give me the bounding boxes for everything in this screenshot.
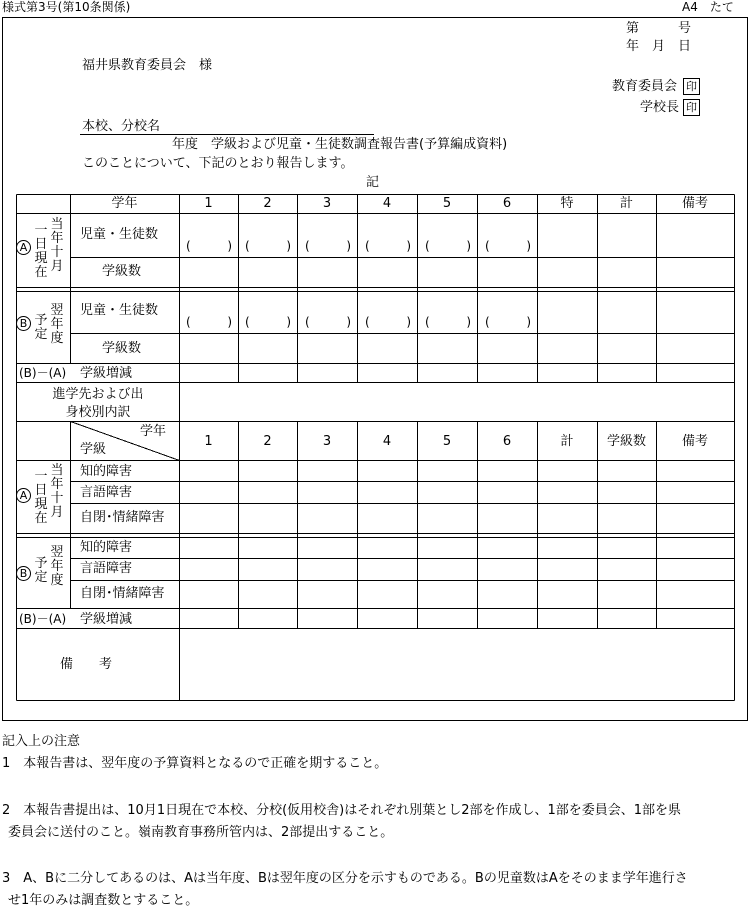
t1-a-paren-2: ( ) <box>245 239 291 253</box>
t2-diff-row-label: 学級増減 <box>80 612 133 627</box>
t2-section-b-label-2: 翌年度 <box>50 545 64 588</box>
report-title: 年度 学級および児童・生徒数調査報告書(予算編成資料) <box>172 137 508 152</box>
t1-section-a-label-1: 一日現在 <box>34 223 48 280</box>
paper-size: A4 たて <box>682 0 734 14</box>
board-label: 教育委員会 <box>612 79 678 94</box>
t1-a-paren-5: ( ) <box>425 239 471 253</box>
t1-header-3: 3 <box>322 196 332 211</box>
t1-section-b-label-1: 予定 <box>34 313 48 342</box>
principal-label: 学校長 <box>640 100 680 115</box>
t2-section-a-label-2: 当年十月 <box>50 463 64 520</box>
note-3-line-2: せ1年のみは調査数とすること。 <box>8 893 199 908</box>
t1-header-remarks: 備考 <box>681 196 708 211</box>
t1-a-paren-1: ( ) <box>186 239 232 253</box>
t2-corner-class: 学級 <box>80 442 107 457</box>
t2-section-a-mark: A <box>16 488 31 503</box>
t1-header-4: 4 <box>382 196 392 211</box>
date-label: 年 月 日 <box>626 39 692 54</box>
t1-a-classes-label: 学級数 <box>102 264 142 279</box>
board-seal-box: 印 <box>683 78 700 95</box>
t1-a-paren-3: ( ) <box>305 239 351 253</box>
t2-header-4: 4 <box>382 434 392 449</box>
t1-b-paren-6: ( ) <box>485 315 531 329</box>
t1-b-students-label: 児童・生徒数 <box>80 303 159 318</box>
t2-header-3: 3 <box>322 434 332 449</box>
note-3-line-1: 3 A、Bに二分してあるのは、Aは当年度、Bは翌年度の区分を示すものである。Bの児童数はAをそのまま学年進行さ <box>2 871 688 886</box>
t2-a-speech-label: 言語障害 <box>80 485 133 500</box>
t1-header-2: 2 <box>263 196 272 211</box>
ki-label: 記 <box>366 175 380 190</box>
t1-header-1: 1 <box>204 196 213 211</box>
notes-heading: 記入上の注意 <box>2 734 81 749</box>
t1-section-a-label-2: 当年十月 <box>50 217 64 274</box>
note-1: 1 本報告書は、翌年度の予算資料となるので正確を期すること。 <box>2 756 388 771</box>
t2-header-1: 1 <box>204 434 213 449</box>
t1-section-b-mark: B <box>16 316 31 331</box>
document-number-label: 第 号 <box>626 21 692 36</box>
t1-b-paren-4: ( ) <box>365 315 411 329</box>
t2-header-6: 6 <box>502 434 512 449</box>
t2-header-5: 5 <box>442 434 452 449</box>
t1-section-a-mark: A <box>16 240 31 255</box>
t1-b-paren-1: ( ) <box>186 315 232 329</box>
t1-header-6: 6 <box>502 196 512 211</box>
t1-a-paren-6: ( ) <box>485 239 531 253</box>
t1-header-total: 計 <box>619 196 633 211</box>
t2-remarks-label: 備 考 <box>60 657 113 672</box>
t1-b-paren-2: ( ) <box>245 315 291 329</box>
t1-diff-row-label: 学級増減 <box>80 366 133 381</box>
school-name-label: 本校、分校名 <box>82 119 161 134</box>
intro-text: このことについて、下記のとおり報告します。 <box>82 156 354 171</box>
t2-a-intellectual-label: 知的障害 <box>80 464 133 479</box>
t2-diff-label: (B)－(A) <box>19 612 67 626</box>
t1-header-grade: 学年 <box>111 196 138 211</box>
t2-a-autism-label: 自閉･情緒障害 <box>80 510 165 525</box>
addressee: 福井県教育委員会 様 <box>82 58 213 73</box>
t1-section-b-label-2: 翌年度 <box>50 303 64 346</box>
t1-header-5: 5 <box>442 196 452 211</box>
t1-a-students-label: 児童・生徒数 <box>80 227 159 242</box>
principal-seal-box: 印 <box>683 99 700 116</box>
t1-advance-label: 進学先および出身校別内訳 <box>52 387 144 420</box>
t2-b-autism-label: 自閉･情緒障害 <box>80 586 165 601</box>
t2-b-intellectual-label: 知的障害 <box>80 540 133 555</box>
t1-b-paren-3: ( ) <box>305 315 351 329</box>
t1-b-paren-5: ( ) <box>425 315 471 329</box>
form-number: 様式第3号(第10条関係) <box>2 0 131 14</box>
t2-header-2: 2 <box>263 434 272 449</box>
t2-header-class-count: 学級数 <box>606 434 646 449</box>
note-2-line-2: 委員会に送付のこと。嶺南教育事務所管内は、2部提出すること。 <box>8 825 394 840</box>
t1-diff-label: (B)－(A) <box>19 366 67 380</box>
t2-section-b-mark: B <box>16 566 31 581</box>
t2-header-total: 計 <box>560 434 574 449</box>
t2-corner-grade: 学年 <box>140 424 167 439</box>
t2-header-remarks: 備考 <box>681 434 708 449</box>
t1-a-paren-4: ( ) <box>365 239 411 253</box>
t2-section-a-label-1: 一日現在 <box>34 469 48 526</box>
t2-b-speech-label: 言語障害 <box>80 561 133 576</box>
note-2-line-1: 2 本報告書提出は、10月1日現在で本校、分校(仮用校舎)はそれぞれ別葉とし2部を作成し、1部を委員会、1部を県 <box>2 803 682 818</box>
t1-header-special: 特 <box>560 196 574 211</box>
t1-b-classes-label: 学級数 <box>102 341 142 356</box>
t2-section-b-label-1: 予定 <box>34 556 48 585</box>
